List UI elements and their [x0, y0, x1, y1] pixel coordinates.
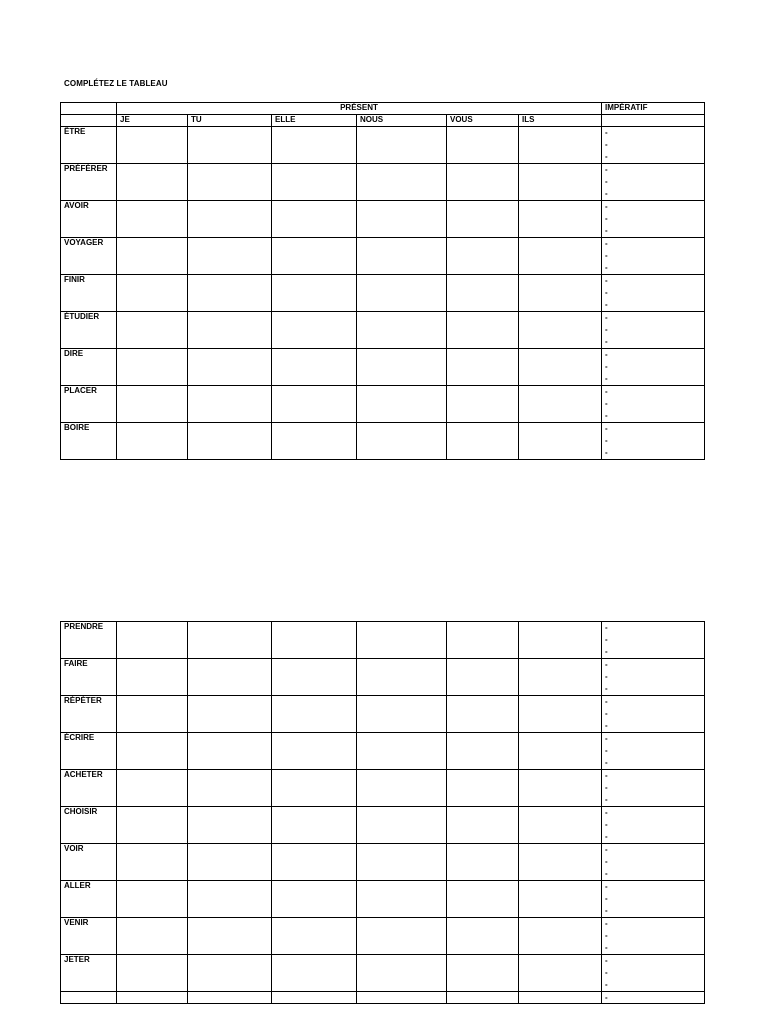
conjugation-table-1 — [60, 102, 705, 460]
answer-cell[interactable] — [272, 164, 357, 201]
imperatif-cell[interactable] — [602, 622, 705, 659]
dash-bullet: - — [605, 313, 608, 322]
dash-bullet: - — [605, 177, 608, 186]
dash-bullet: - — [605, 263, 608, 272]
answer-cell[interactable] — [188, 386, 272, 423]
imperatif-cell[interactable] — [602, 349, 705, 386]
conjugation-table-2 — [60, 621, 705, 1004]
imperatif-cell[interactable] — [602, 733, 705, 770]
answer-cell[interactable] — [447, 955, 519, 992]
dash-bullet: - — [605, 771, 608, 780]
answer-cell[interactable] — [357, 622, 447, 659]
answer-cell[interactable] — [447, 238, 519, 275]
verb-row — [61, 918, 705, 955]
dash-bullet: - — [605, 647, 608, 656]
answer-cell[interactable] — [447, 992, 519, 1004]
answer-cell[interactable] — [117, 696, 188, 733]
verb-row — [61, 275, 705, 312]
verb-row — [61, 386, 705, 423]
answer-cell[interactable] — [447, 844, 519, 881]
answer-cell[interactable] — [447, 807, 519, 844]
answer-cell[interactable] — [357, 164, 447, 201]
answer-cell[interactable] — [357, 696, 447, 733]
answer-cell[interactable] — [117, 275, 188, 312]
answer-cell[interactable] — [188, 238, 272, 275]
answer-cell[interactable] — [188, 659, 272, 696]
verb-label: RÉPÉTER — [61, 696, 117, 733]
answer-cell[interactable] — [519, 992, 602, 1004]
answer-cell[interactable] — [519, 696, 602, 733]
imperatif-cell[interactable] — [602, 992, 705, 1004]
verb-label: ÉTUDIER — [61, 312, 117, 349]
dash-bullet: - — [605, 226, 608, 235]
dash-bullet: - — [605, 202, 608, 211]
dash-bullet: - — [605, 214, 608, 223]
imperatif-cell[interactable] — [602, 312, 705, 349]
imperatif-cell[interactable] — [602, 127, 705, 164]
answer-cell[interactable] — [117, 238, 188, 275]
dash-bullet: - — [605, 411, 608, 420]
header-present: PRÉSENT — [117, 103, 602, 115]
verb-row — [61, 622, 705, 659]
answer-cell[interactable] — [519, 844, 602, 881]
answer-cell[interactable] — [447, 127, 519, 164]
answer-cell[interactable] — [61, 992, 117, 1004]
answer-cell[interactable] — [272, 881, 357, 918]
header-imperatif: IMPÉRATIF — [602, 103, 705, 115]
answer-cell[interactable] — [272, 918, 357, 955]
verb-label: VOYAGER — [61, 238, 117, 275]
answer-cell[interactable] — [117, 201, 188, 238]
verb-row — [61, 349, 705, 386]
dash-bullet: - — [605, 894, 608, 903]
answer-cell[interactable] — [447, 423, 519, 460]
answer-cell[interactable] — [188, 201, 272, 238]
dash-bullet: - — [605, 697, 608, 706]
dash-bullet: - — [605, 623, 608, 632]
answer-cell[interactable] — [519, 659, 602, 696]
verb-label: FINIR — [61, 275, 117, 312]
header-ils: ILS — [519, 115, 602, 127]
answer-cell[interactable] — [117, 127, 188, 164]
verb-label: PRENDRE — [61, 622, 117, 659]
answer-cell[interactable] — [519, 622, 602, 659]
dash-bullet: - — [605, 857, 608, 866]
dash-bullet: - — [605, 152, 608, 161]
answer-cell[interactable] — [519, 423, 602, 460]
answer-cell[interactable] — [117, 918, 188, 955]
dash-bullet: - — [605, 906, 608, 915]
answer-cell[interactable] — [357, 312, 447, 349]
dash-bullet: - — [605, 919, 608, 928]
answer-cell[interactable] — [117, 881, 188, 918]
answer-cell[interactable] — [447, 881, 519, 918]
dash-bullet: - — [605, 869, 608, 878]
answer-cell[interactable] — [188, 881, 272, 918]
answer-cell[interactable] — [188, 275, 272, 312]
dash-bullet: - — [605, 288, 608, 297]
answer-cell[interactable] — [272, 349, 357, 386]
dash-bullet: - — [605, 337, 608, 346]
dash-bullet: - — [605, 276, 608, 285]
answer-cell[interactable] — [272, 312, 357, 349]
dash-bullet: - — [605, 709, 608, 718]
verb-row — [61, 955, 705, 992]
imperatif-cell[interactable] — [602, 844, 705, 881]
answer-cell[interactable] — [272, 386, 357, 423]
answer-cell[interactable] — [117, 164, 188, 201]
verb-label: PLACER — [61, 386, 117, 423]
dash-bullet: - — [605, 436, 608, 445]
answer-cell[interactable] — [188, 127, 272, 164]
dash-bullet: - — [605, 300, 608, 309]
dash-bullet: - — [605, 783, 608, 792]
dash-bullet: - — [605, 251, 608, 260]
trailing-row — [61, 992, 705, 1004]
answer-cell[interactable] — [519, 312, 602, 349]
answer-cell[interactable] — [519, 733, 602, 770]
imperatif-cell[interactable] — [602, 881, 705, 918]
answer-cell[interactable] — [357, 238, 447, 275]
answer-cell[interactable] — [272, 955, 357, 992]
verb-row — [61, 733, 705, 770]
answer-cell[interactable] — [117, 423, 188, 460]
answer-cell[interactable] — [357, 659, 447, 696]
verb-label: DIRE — [61, 349, 117, 386]
answer-cell[interactable] — [519, 164, 602, 201]
answer-cell[interactable] — [272, 770, 357, 807]
answer-cell[interactable] — [447, 275, 519, 312]
answer-cell[interactable] — [519, 770, 602, 807]
answer-cell[interactable] — [357, 955, 447, 992]
answer-cell[interactable] — [447, 164, 519, 201]
answer-cell[interactable] — [117, 807, 188, 844]
answer-cell[interactable] — [519, 807, 602, 844]
header-row-pronouns — [61, 115, 705, 127]
answer-cell[interactable] — [188, 733, 272, 770]
answer-cell[interactable] — [117, 659, 188, 696]
answer-cell[interactable] — [272, 275, 357, 312]
answer-cell[interactable] — [357, 844, 447, 881]
answer-cell[interactable] — [519, 349, 602, 386]
dash-bullet: - — [605, 795, 608, 804]
verb-row — [61, 770, 705, 807]
verb-row — [61, 312, 705, 349]
dash-bullet: - — [605, 387, 608, 396]
header-elle: ELLE — [272, 115, 357, 127]
imperatif-cell[interactable] — [602, 955, 705, 992]
dash-bullet: - — [605, 931, 608, 940]
answer-cell[interactable] — [117, 386, 188, 423]
answer-cell[interactable] — [272, 844, 357, 881]
header-row-tense — [61, 103, 705, 115]
imperatif-cell[interactable] — [602, 770, 705, 807]
answer-cell[interactable] — [447, 622, 519, 659]
imperatif-cell[interactable] — [602, 807, 705, 844]
answer-cell[interactable] — [519, 275, 602, 312]
header-imperatif-blank — [602, 115, 705, 127]
verb-label: PRÉFÉRER — [61, 164, 117, 201]
imperatif-cell[interactable] — [602, 238, 705, 275]
dash-bullet: - — [605, 684, 608, 693]
dash-bullet: - — [605, 635, 608, 644]
imperatif-cell[interactable] — [602, 164, 705, 201]
dash-bullet: - — [605, 362, 608, 371]
dash-bullet: - — [605, 980, 608, 989]
answer-cell[interactable] — [188, 844, 272, 881]
answer-cell[interactable] — [447, 696, 519, 733]
verb-label: ACHETER — [61, 770, 117, 807]
answer-cell[interactable] — [188, 312, 272, 349]
answer-cell[interactable] — [357, 275, 447, 312]
dash-bullet: - — [605, 374, 608, 383]
answer-cell[interactable] — [447, 386, 519, 423]
header-nous: NOUS — [357, 115, 447, 127]
answer-cell[interactable] — [272, 992, 357, 1004]
dash-bullet: - — [605, 968, 608, 977]
dash-bullet: - — [605, 128, 608, 137]
answer-cell[interactable] — [117, 622, 188, 659]
answer-cell[interactable] — [272, 201, 357, 238]
verb-row — [61, 127, 705, 164]
verb-row — [61, 844, 705, 881]
answer-cell[interactable] — [357, 423, 447, 460]
answer-cell[interactable] — [188, 918, 272, 955]
answer-cell[interactable] — [188, 807, 272, 844]
dash-bullet: - — [605, 832, 608, 841]
dash-bullet: - — [605, 325, 608, 334]
header-tu: TU — [188, 115, 272, 127]
verb-label: ÊTRE — [61, 127, 117, 164]
answer-cell[interactable] — [188, 955, 272, 992]
answer-cell[interactable] — [357, 807, 447, 844]
corner-cell — [61, 115, 117, 127]
verb-label: JETER — [61, 955, 117, 992]
answer-cell[interactable] — [447, 733, 519, 770]
verb-label: VENIR — [61, 918, 117, 955]
verb-label: FAIRE — [61, 659, 117, 696]
answer-cell[interactable] — [519, 201, 602, 238]
answer-cell[interactable] — [188, 423, 272, 460]
dash-bullet: - — [605, 424, 608, 433]
header-vous: VOUS — [447, 115, 519, 127]
answer-cell[interactable] — [272, 807, 357, 844]
corner-cell — [61, 103, 117, 115]
answer-cell[interactable] — [117, 312, 188, 349]
answer-cell[interactable] — [447, 312, 519, 349]
answer-cell[interactable] — [188, 770, 272, 807]
dash-bullet: - — [605, 956, 608, 965]
answer-cell[interactable] — [357, 992, 447, 1004]
answer-cell[interactable] — [357, 127, 447, 164]
imperatif-cell[interactable] — [602, 386, 705, 423]
imperatif-cell[interactable] — [602, 275, 705, 312]
answer-cell[interactable] — [188, 622, 272, 659]
dash-bullet: - — [605, 350, 608, 359]
dash-bullet: - — [605, 672, 608, 681]
dash-bullet: - — [605, 239, 608, 248]
dash-bullet: - — [605, 448, 608, 457]
answer-cell[interactable] — [519, 127, 602, 164]
dash-bullet: - — [605, 808, 608, 817]
verb-label: CHOISIR — [61, 807, 117, 844]
answer-cell[interactable] — [117, 992, 188, 1004]
answer-cell[interactable] — [519, 881, 602, 918]
answer-cell[interactable] — [357, 918, 447, 955]
dash-bullet: - — [605, 845, 608, 854]
dash-bullet: - — [605, 734, 608, 743]
answer-cell[interactable] — [447, 201, 519, 238]
answer-cell[interactable] — [117, 844, 188, 881]
verb-row — [61, 238, 705, 275]
answer-cell[interactable] — [519, 918, 602, 955]
worksheet-title: COMPLÉTEZ LE TABLEAU — [64, 79, 168, 88]
answer-cell[interactable] — [519, 386, 602, 423]
answer-cell[interactable] — [447, 659, 519, 696]
header-je: JE — [117, 115, 188, 127]
answer-cell[interactable] — [357, 770, 447, 807]
imperatif-cell[interactable] — [602, 696, 705, 733]
imperatif-cell[interactable] — [602, 659, 705, 696]
answer-cell[interactable] — [188, 164, 272, 201]
answer-cell[interactable] — [357, 386, 447, 423]
verb-label: ÉCRIRE — [61, 733, 117, 770]
dash-bullet: - — [605, 660, 608, 669]
answer-cell[interactable] — [357, 733, 447, 770]
answer-cell[interactable] — [117, 349, 188, 386]
dash-bullet: - — [605, 189, 608, 198]
dash-bullet: - — [605, 746, 608, 755]
answer-cell[interactable] — [188, 349, 272, 386]
imperatif-cell[interactable] — [602, 423, 705, 460]
dash-bullet: - — [605, 758, 608, 767]
verb-row — [61, 164, 705, 201]
answer-cell[interactable] — [188, 992, 272, 1004]
verb-row — [61, 423, 705, 460]
answer-cell[interactable] — [272, 127, 357, 164]
answer-cell[interactable] — [272, 659, 357, 696]
imperatif-cell[interactable] — [602, 918, 705, 955]
dash-bullet: - — [605, 993, 608, 1002]
verb-row — [61, 659, 705, 696]
verb-row — [61, 807, 705, 844]
verb-label: VOIR — [61, 844, 117, 881]
answer-cell[interactable] — [519, 955, 602, 992]
verb-label: ALLER — [61, 881, 117, 918]
answer-cell[interactable] — [447, 770, 519, 807]
answer-cell[interactable] — [272, 622, 357, 659]
answer-cell[interactable] — [357, 881, 447, 918]
answer-cell[interactable] — [272, 733, 357, 770]
answer-cell[interactable] — [357, 349, 447, 386]
verb-row — [61, 696, 705, 733]
answer-cell[interactable] — [272, 238, 357, 275]
answer-cell[interactable] — [272, 423, 357, 460]
answer-cell[interactable] — [357, 201, 447, 238]
verb-row — [61, 881, 705, 918]
answer-cell[interactable] — [188, 696, 272, 733]
answer-cell[interactable] — [519, 238, 602, 275]
imperatif-cell[interactable] — [602, 201, 705, 238]
answer-cell[interactable] — [117, 770, 188, 807]
answer-cell[interactable] — [447, 349, 519, 386]
dash-bullet: - — [605, 140, 608, 149]
dash-bullet: - — [605, 721, 608, 730]
answer-cell[interactable] — [272, 696, 357, 733]
dash-bullet: - — [605, 882, 608, 891]
answer-cell[interactable] — [117, 733, 188, 770]
dash-bullet: - — [605, 943, 608, 952]
verb-label: AVOIR — [61, 201, 117, 238]
verb-label: BOIRE — [61, 423, 117, 460]
answer-cell[interactable] — [117, 955, 188, 992]
dash-bullet: - — [605, 820, 608, 829]
verb-row — [61, 201, 705, 238]
dash-bullet: - — [605, 165, 608, 174]
answer-cell[interactable] — [447, 918, 519, 955]
dash-bullet: - — [605, 399, 608, 408]
